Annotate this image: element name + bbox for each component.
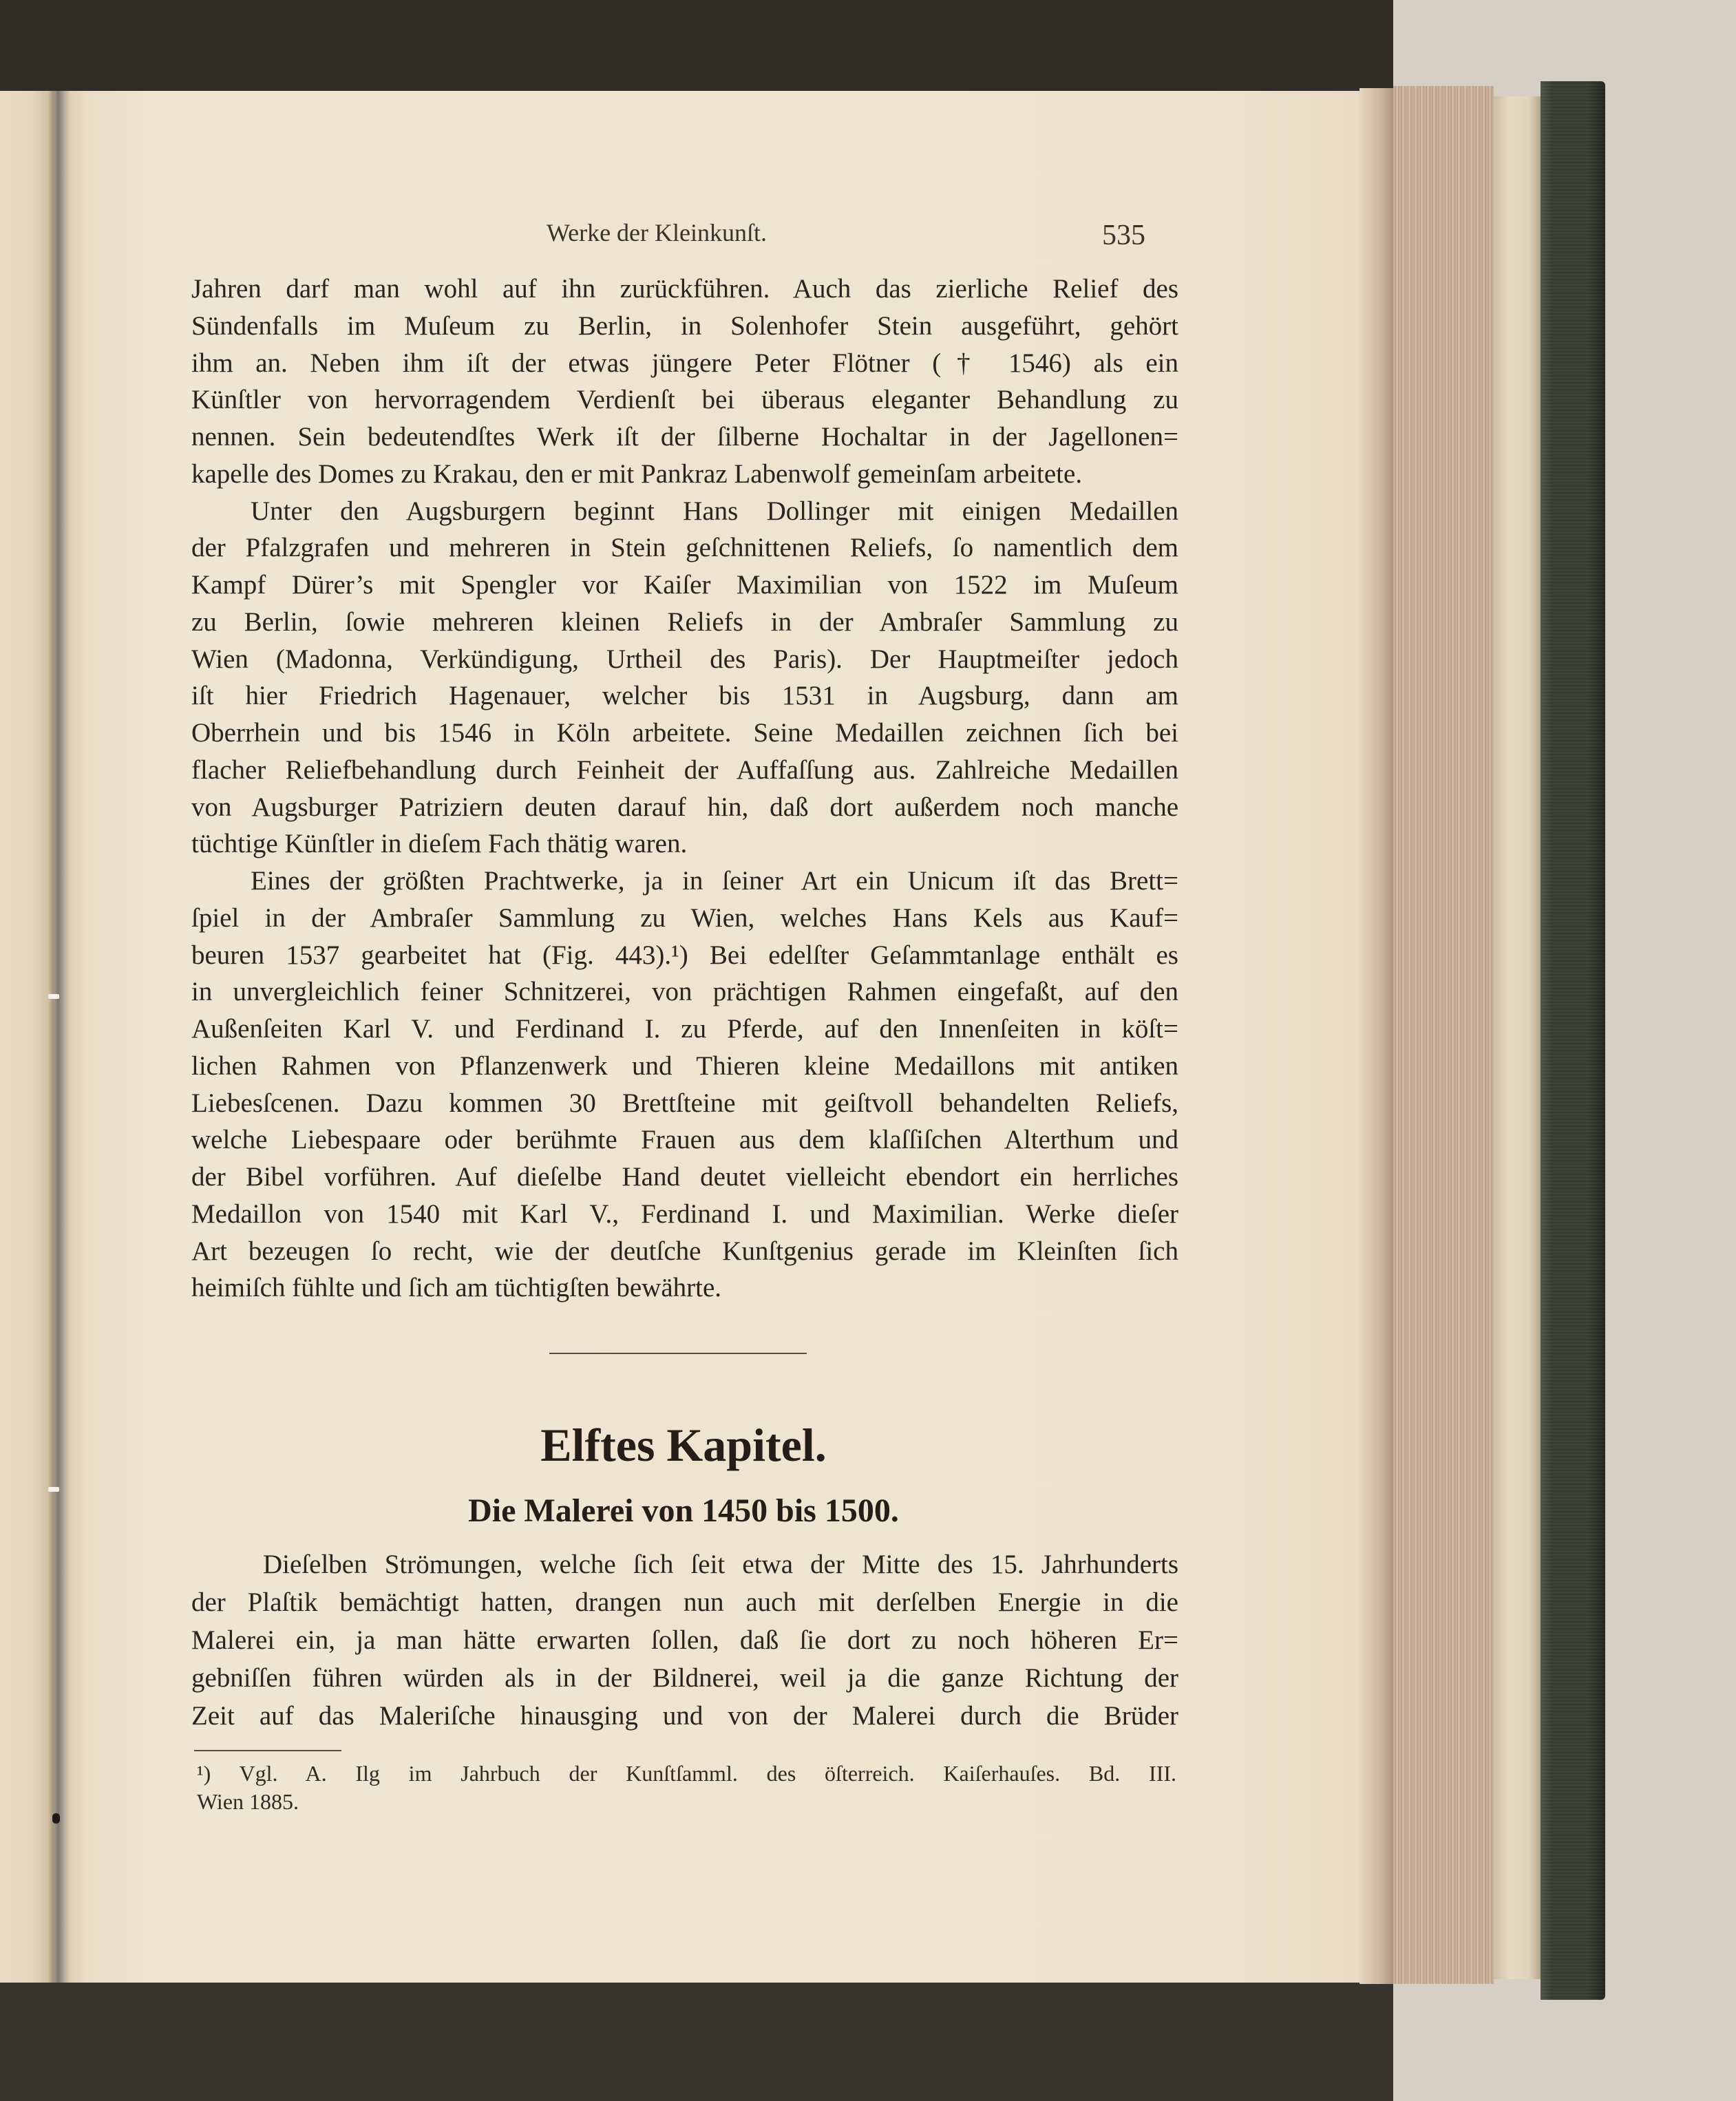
section-divider <box>549 1353 807 1354</box>
paragraph <box>191 1545 1178 1735</box>
text-line: ihm an. Neben ihm iſt der etwas jüngere Peter Flötner († 1546) als ein <box>191 348 1178 378</box>
page-edge-shadow <box>1359 88 1394 1984</box>
text-line: lichen Rahmen von Pflanzenwerk und Thieren kleine Medaillons mit antiken <box>191 1050 1178 1081</box>
facing-page-edge <box>0 91 54 1983</box>
footnote-marker: ¹) <box>197 1761 211 1786</box>
text-line: nennen. Sein bedeutendſtes Werk iſt der ſilberne Hochaltar in der Jagellonen= <box>191 422 1178 452</box>
text-line: Wien (Madonna, Verkündigung, Urtheil des Paris). Der Hauptmeiſter jedoch <box>191 644 1178 674</box>
scan-background-bottom <box>0 1983 1393 2101</box>
text-line: Dieſelben Strömungen, welche ſich ſeit etwa der Mitte des 15. Jahrhunderts <box>263 1550 1178 1579</box>
text-line: flacher Reliefbehandlung durch Feinheit der Auffaſſung aus. Zahlreiche Medaillen <box>191 754 1178 785</box>
running-title: Werke der Kleinkunſt. <box>547 219 767 246</box>
binding-thread-mark <box>48 994 59 999</box>
text-line: der Plaſtik bemächtigt hatten, drangen nun auch mit derſelben Energie in die <box>191 1587 1178 1617</box>
text-line: Malerei ein, ja man hätte erwarten ſollen, daß ſie dort zu noch höheren Er= <box>191 1625 1178 1655</box>
binding-thread-mark <box>52 1813 60 1824</box>
text-line: Liebesſcenen. Dazu kommen 30 Brettſteine mit geiſtvoll behandelten Reliefs, <box>191 1088 1178 1118</box>
page-block-edges <box>1393 86 1494 1984</box>
text-line: Eines der größten Prachtwerke, ja in ſeiner Art ein Unicum iſt das Brett= <box>251 866 1178 896</box>
text-line: Künſtler von hervorragendem Verdienſt bei überaus eleganter Behandlung zu <box>191 385 1178 415</box>
text-line: Zeit auf das Maleriſche hinausging und von der Malerei durch die Brüder <box>191 1701 1178 1731</box>
footnote-rule <box>194 1750 341 1751</box>
text-line: beuren 1537 gearbeitet hat (Fig. 443).¹) Bei edelſter Geſammtanlage enthält es <box>191 940 1178 970</box>
text-line: tüchtige Künſtler in dieſem Fach thätig waren. <box>191 829 688 859</box>
text-line: Unter den Augsburgern beginnt Hans Dollinger mit einigen Medaillen <box>251 496 1178 526</box>
running-head <box>519 218 794 248</box>
text-line: gebniſſen führen würden als in der Bildnerei, weil ja die ganze Richtung der <box>191 1663 1178 1693</box>
paragraph <box>191 271 1178 493</box>
text-line: ſpiel in der Ambraſer Sammlung zu Wien, welches Hans Kels aus Kauf= <box>191 902 1178 933</box>
text-line: der Bibel vorführen. Auf dieſelbe Hand deutet vielleicht ebendort ein herrliches <box>191 1162 1178 1192</box>
chapter-title: Elftes Kapitel. <box>540 1419 827 1471</box>
text-line: der Pfalzgrafen und mehreren in Stein geſchnittenen Reliefs, ſo namentlich dem <box>191 533 1178 563</box>
endpaper-edge <box>1494 96 1541 1979</box>
binding-thread-mark <box>48 1487 59 1492</box>
page-number: 535 <box>1102 220 1145 251</box>
gutter-shadow <box>48 91 70 1983</box>
footnote-text: Vgl. A. Ilg im Jahrbuch der Kunſtſamml. des öſterreich. Kaiſerhauſes. Bd. III. <box>239 1761 1177 1786</box>
text-line: von Augsburger Patriziern deuten darauf hin, daß dort außerdem noch manche <box>191 792 1178 822</box>
footnote-line <box>197 1760 1176 1788</box>
chapter-subtitle: Die Malerei von 1450 bis 1500. <box>468 1492 899 1529</box>
text-line: in unvergleichlich feiner Schnitzerei, von prächtigen Rahmen eingefaßt, auf den <box>191 977 1178 1007</box>
text-line: Art bezeugen ſo recht, wie der deutſche Kunſtgenius gerade im Kleinſten ſich <box>191 1236 1178 1266</box>
paragraph <box>191 863 1178 1307</box>
text-line: welche Liebespaare oder berühmte Frauen aus dem klaſſiſchen Alterthum und <box>191 1125 1178 1155</box>
text-line: Kampf Dürer’s mit Spengler vor Kaiſer Maximilian von 1522 im Muſeum <box>191 570 1178 600</box>
footnote-line <box>197 1788 1176 1816</box>
text-line: heimiſch fühlte und ſich am tüchtigſten bewährte. <box>191 1273 722 1303</box>
text-line: Außenſeiten Karl V. und Ferdinand I. zu Pferde, auf den Innenſeiten in köſt= <box>191 1014 1178 1044</box>
book-cover-edge <box>1541 81 1605 2000</box>
paragraph <box>191 493 1178 863</box>
body-text <box>191 271 1178 1307</box>
text-line: Jahren darf man wohl auf ihn zurückführen. Auch das zierliche Relief des <box>191 274 1178 304</box>
text-line: Sündenfalls im Muſeum zu Berlin, in Solenhofer Stein ausgeführt, gehört <box>191 310 1178 341</box>
footnote-text: Wien 1885. <box>197 1789 299 1814</box>
chapter-text <box>191 1545 1178 1735</box>
text-line: Medaillon von 1540 mit Karl V., Ferdinand I. und Maximilian. Werke dieſer <box>191 1199 1178 1229</box>
scan-background-top <box>0 0 1393 91</box>
text-line: kapelle des Domes zu Krakau, den er mit Pankraz Labenwolf gemeinſam arbeitete. <box>191 458 1083 489</box>
text-line: Oberrhein und bis 1546 in Köln arbeitete. Seine Medaillen zeichnen ſich bei <box>191 718 1178 748</box>
footnotes <box>197 1760 1176 1816</box>
text-line: iſt hier Friedrich Hagenauer, welcher bis 1531 in Augsburg, dann am <box>191 681 1178 711</box>
text-line: zu Berlin, ſowie mehreren kleinen Reliefs in der Ambraſer Sammlung zu <box>191 606 1178 637</box>
